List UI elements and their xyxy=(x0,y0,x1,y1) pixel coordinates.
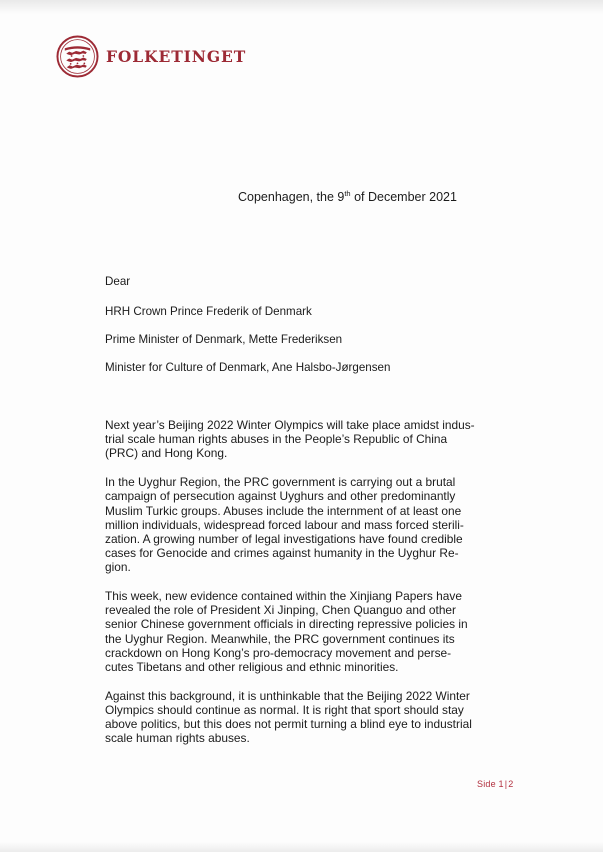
text-line: trial scale human rights abuses in the People’s Republic of China xyxy=(105,432,448,447)
text-line: scale human rights abuses. xyxy=(105,731,250,746)
text-line: crackdown on Hong Kong’s pro-democracy movement and perse- xyxy=(105,645,452,660)
text-line: Next year’s Beijing 2022 Winter Olympics will take place amidst indus- xyxy=(105,418,475,432)
recipient-culture-minister: Minister for Culture of Denmark, Ane Halsbo-Jørgensen xyxy=(105,361,391,374)
date-ordinal-suffix: th xyxy=(344,189,351,198)
page-number-separator: | xyxy=(504,779,508,789)
text-line: Olympics should continue as normal. It is right that sport should stay xyxy=(105,702,464,717)
text-line: the Uyghur Region. Meanwhile, the PRC government continues its xyxy=(105,631,455,646)
text-line: cutes Tibetans and other religious and ethnic minorities. xyxy=(105,660,399,675)
letter-body xyxy=(105,418,475,760)
text-line: campaign of persecution against Uyghurs and other predominantly xyxy=(105,489,456,504)
text-line: senior Chinese government officials in directing repressive policies in xyxy=(105,617,468,632)
text-line: In the Uyghur Region, the PRC government is carrying out a brutal xyxy=(105,475,456,490)
paragraph-xinjiang-papers xyxy=(105,589,468,675)
date-suffix: of December 2021 xyxy=(350,190,457,204)
text-line: (PRC) and Hong Kong. xyxy=(105,446,228,461)
page-number-label: Side xyxy=(477,779,496,789)
recipient-prime-minister: Prime Minister of Denmark, Mette Frederiksen xyxy=(105,333,343,346)
page-number-current: 1 xyxy=(498,779,504,789)
scan-edge-bottom xyxy=(0,842,603,852)
date-prefix: Copenhagen, the 9 xyxy=(238,190,345,204)
text-line: This week, new evidence contained within the Xinjiang Papers have xyxy=(105,589,462,604)
text-line: cases for Genocide and crimes against humanity in the Uyghur Re- xyxy=(105,546,459,561)
letterhead xyxy=(56,35,246,78)
text-line: million individuals, widespread forced labour and mass forced sterili- xyxy=(105,517,464,532)
page-number xyxy=(477,779,514,789)
salutation-greeting: Dear xyxy=(105,275,131,288)
dateline xyxy=(238,190,457,204)
text-line: Against this background, it is unthinkable that the Beijing 2022 Winter xyxy=(105,688,470,703)
folketinget-seal-icon xyxy=(56,35,99,78)
organization-name: FOLKETINGET xyxy=(106,47,247,66)
scan-edge-top xyxy=(0,0,603,14)
text-line: zation. A growing number of legal investigations have found credible xyxy=(105,531,463,546)
text-line: Muslim Turkic groups. Abuses include the internment of at least one xyxy=(105,503,462,518)
paragraph-olympics-intro xyxy=(105,418,475,461)
paragraph-uyghur-region xyxy=(105,475,464,575)
recipient-crown-prince: HRH Crown Prince Frederik of Denmark xyxy=(105,305,312,318)
text-line: above politics, but this does not permit turning a blind eye to industrial xyxy=(105,717,472,732)
text-line: gion. xyxy=(105,560,131,575)
page-number-total: 2 xyxy=(508,779,514,789)
text-line: revealed the role of President Xi Jinping, Chen Quanguo and other xyxy=(105,603,457,618)
paragraph-conclusion xyxy=(105,688,472,746)
